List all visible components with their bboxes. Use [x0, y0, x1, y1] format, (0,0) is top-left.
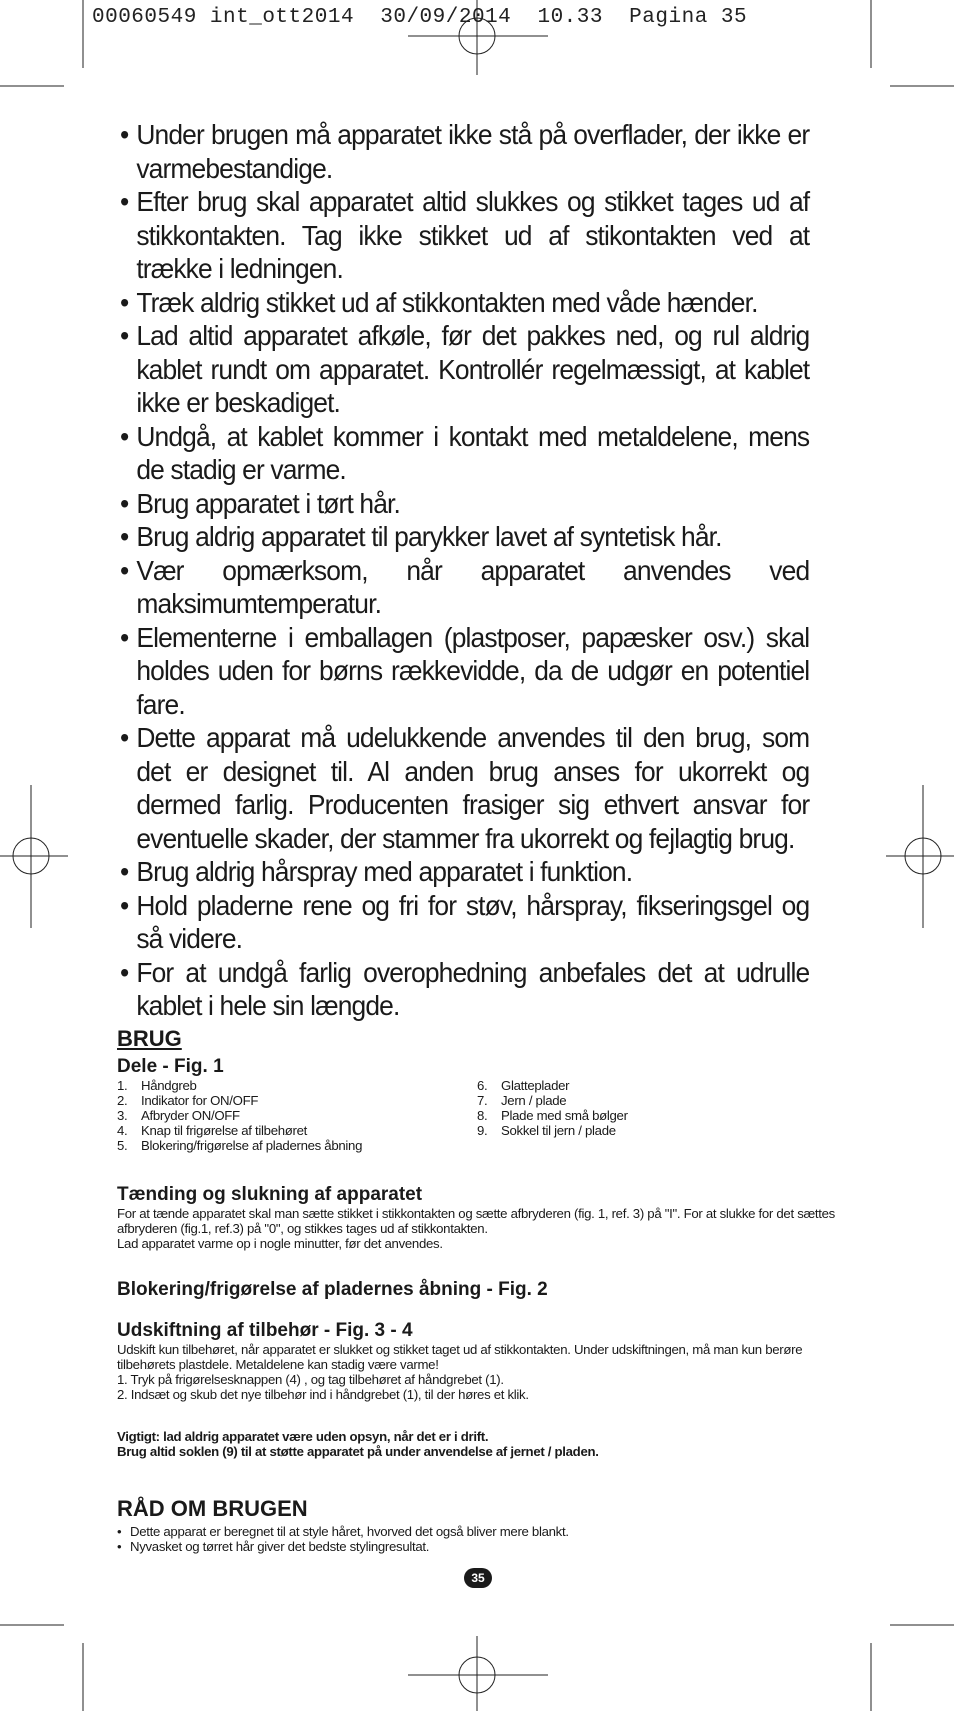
print-header: 00060549 int_ott2014 30/09/2014 10.33 Pagina 35: [92, 6, 748, 29]
replace-step: 1. Tryk på frigørelsesknappen (4) , og tag tilbehøret af håndgrebet (1).: [117, 1372, 504, 1387]
warning-item: • Efter brug skal apparatet altid slukkes og stikket tages ud af stikkontakten. Tag ikke stikket ud af stikontakten ved at trække i ledningen.: [120, 185, 809, 286]
list-item: 5. Blokering/frigørelse af pladernes åbning: [117, 1138, 363, 1153]
replace-step: 2. Indsæt og skub det nye tilbehør ind i håndgrebet (1), til der høres et klik.: [117, 1387, 529, 1402]
list-item: 2. Indikator for ON/OFF: [117, 1093, 259, 1108]
onoff-text: Lad apparatet varme op i nogle minutter, før det anvendes.: [117, 1236, 443, 1251]
replace-section: [117, 1320, 839, 1402]
warning-list: [120, 118, 838, 1023]
parts-list-right: [477, 1078, 777, 1153]
warning-item: • Træk aldrig stikket ud af stikkontakten med våde hænder.: [120, 286, 809, 320]
list-item: • Nyvasket og tørret hår giver det bedste stylingresultat.: [117, 1539, 839, 1554]
list-item: 3. Afbryder ON/OFF: [117, 1108, 240, 1123]
warning-item: • Brug aldrig hårspray med apparatet i funktion.: [120, 855, 809, 889]
list-item: • Dette apparat er beregnet til at style håret, hvorved det også bliver mere blankt.: [117, 1524, 839, 1539]
onoff-text: For at tænde apparatet skal man sætte stikket i stikkontakten og sætte afbryderen (fig. 1, ref. 3) på "I". For at slukke for det sættes afbryderen (fig.1, ref.3) på "0", og stikkes tages ud af stikkontakten.: [117, 1206, 835, 1236]
warning-item: • For at undgå farlig overophedning anbefales det at udrulle kablet i hele sin længde.: [120, 956, 809, 1023]
list-item: 9. Sokkel til jern / plade: [477, 1123, 616, 1138]
warning-item: • Hold pladerne rene og fri for støv, hårspray, fikseringsgel og så videre.: [120, 889, 809, 956]
important-note: Vigtigt: lad aldrig apparatet være uden opsyn, når det er i drift.: [117, 1429, 489, 1444]
list-item: 8. Plade med små bølger: [477, 1108, 628, 1123]
warning-item: • Undgå, at kablet kommer i kontakt med metaldelene, mens de stadig er varme.: [120, 420, 809, 487]
onoff-section: [117, 1184, 839, 1251]
replace-heading: Udskiftning af tilbehør - Fig. 3 - 4: [117, 1320, 413, 1341]
warning-item: • Elementerne i emballagen (plastposer, papæsker osv.) skal holdes uden for børns rækkevidde, da de udgør en potentiel fare.: [120, 621, 809, 722]
usage-heading: BRUG: [117, 1026, 182, 1051]
advice-list: [117, 1524, 839, 1554]
list-item: 1. Håndgreb: [117, 1078, 197, 1093]
list-item: 4. Knap til frigørelse af tilbehøret: [117, 1123, 308, 1138]
advice-heading: RÅD OM BRUGEN: [117, 1496, 308, 1521]
important-note: Brug altid soklen (9) til at støtte apparatet på under anvendelse af jernet / pladen.: [117, 1444, 599, 1459]
warning-item: • Vær opmærksom, når apparatet anvendes ved maksimumtemperatur.: [120, 554, 809, 621]
parts-columns: [117, 1078, 839, 1153]
warning-item: • Brug apparatet i tørt hår.: [120, 487, 809, 521]
advice-section: [117, 1496, 839, 1554]
lock-section: [117, 1279, 839, 1301]
list-item: 6. Glatteplader: [477, 1078, 570, 1093]
warning-item: • Dette apparat må udelukkende anvendes til den brug, som det er designet til. Al anden brug anses for ukorrekt og dermed farlig. Producenten frasiger sig ethvert ansvar for eventuelle skader, der stammer fra ukorrekt og fejlagtig brug.: [120, 721, 809, 855]
warning-item: • Lad altid apparatet afkøle, før det pakkes ned, og rul aldrig kablet rundt om apparatet. Kontrollér regelmæssigt, at kablet ikke er beskadiget.: [120, 319, 809, 420]
usage-section: [117, 1026, 839, 1153]
parts-list-left: [117, 1078, 477, 1153]
parts-heading: Dele - Fig. 1: [117, 1056, 224, 1077]
page-number-badge: 35: [464, 1568, 492, 1588]
list-item: 7. Jern / plade: [477, 1093, 567, 1108]
lock-heading: Blokering/frigørelse af pladernes åbning - Fig. 2: [117, 1279, 548, 1300]
warning-item: • Brug aldrig apparatet til parykker lavet af syntetisk hår.: [120, 520, 809, 554]
replace-text: Udskift kun tilbehøret, når apparatet er slukket og stikket taget ud af stikkontakten. Under udskiftningen, må man kun berøre tilbehørets plastdele. Metaldelene kan stadig være varme!: [117, 1342, 803, 1372]
important-section: [117, 1429, 839, 1459]
onoff-heading: Tænding og slukning af apparatet: [117, 1184, 423, 1205]
warning-item: • Under brugen må apparatet ikke stå på overflader, der ikke er varmebestandige.: [120, 118, 809, 185]
